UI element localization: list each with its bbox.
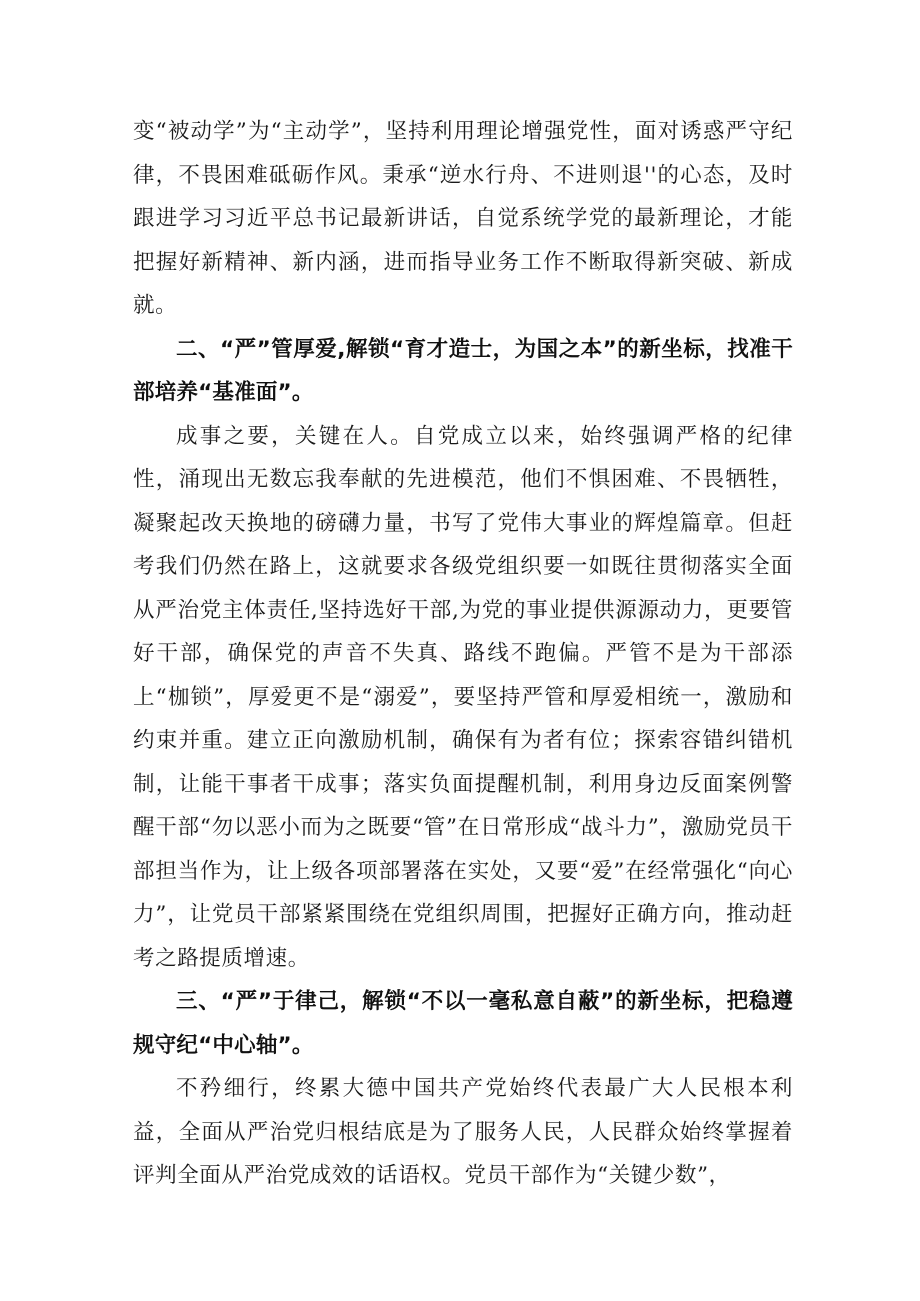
paragraph-section-three-body: 不矜细行，终累大德中国共产党始终代表最广大人民根本利益，全面从严治党归根结底是为了服务人民，人民群众始终掌握着评判全面从严治党成效的话语权。党员干部作为“关键少数”， <box>133 1076 793 1188</box>
paragraph-section-two-body: 成事之要，关键在人。自党成立以来，始终强调严格的纪律性，涌现出无数忘我奉献的先进模范，他们不惧困难、不畏牺牲，凝聚起改天换地的磅礴力量，书写了党伟大事业的辉煌篇章。但赶考我们仍然在路上，这就要求各级党组织要一如既往贯彻落实全面从严治党主体责任,坚持选好干部,为党的事业提供源源动力，更要管好干部，确保党的声音不失真、路线不跑偏。严管不是为干部添上“枷锁”，厚爱更不是“溺爱”，要坚持严管和厚爱相统一，激励和约束并重。建立正向激励机制，确保有为者有位；探索容错纠错机制，让能干事者干成事；落实负面提醒机制，利用身边反面案例警醒干部“勿以恶小而为之既要“管”在日常形成“战斗力”，激励党员干部担当作为，让上级各项部署落在实处，又要“爱”在经常强化“向心力”，让党员干部紧紧围绕在党组织周围，把握好正确方向，推动赶考之路提质增速。 <box>133 423 793 971</box>
document-body <box>133 110 793 1198</box>
paragraph-continuation: 变“被动学”为“主动学”，坚持利用理论增强党性，面对诱惑严守纪律，不畏困难砥砺作风。秉承“逆水行舟、不进则退''的心态，及时跟进学习习近平总书记最新讲话，自觉系统学党的最新理论，才能把握好新精神、新内涵，进而指导业务工作不断取得新突破、新成就。 <box>133 119 793 318</box>
section-heading-two: 二、“严”管厚爱,解锁“育才造士，为国之本”的新坐标，找准干部培养“基准面”。 <box>133 336 793 405</box>
section-heading-three: 三、“严”于律己，解锁“不以一毫私意自蔽”的新坐标，把稳遵规守纪“中心轴”。 <box>133 989 793 1058</box>
